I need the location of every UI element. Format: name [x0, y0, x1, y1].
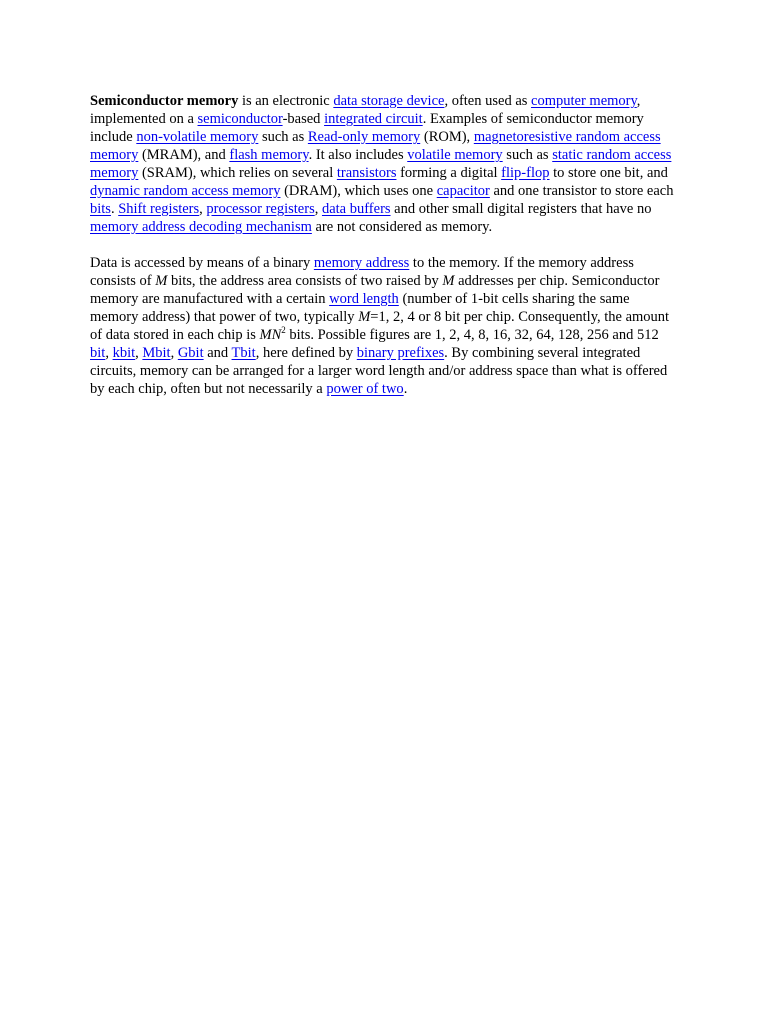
article-body — [90, 92, 678, 416]
link-memory-address[interactable]: memory address — [313, 255, 410, 271]
italic-variable: M — [358, 309, 371, 325]
text-run: -based — [282, 111, 325, 127]
text-run: , — [199, 201, 207, 217]
text-run: . Examples of semiconductor memory include — [90, 111, 644, 145]
text-run: . By combining several integrated circuits, memory can be arranged for a larger word length and/or address space than what is offered by each chip, often but not necessarily a — [90, 345, 668, 397]
link-mbit[interactable]: Mbit — [142, 345, 171, 361]
text-run: to store one bit, and — [549, 165, 668, 181]
link-bit[interactable]: bit — [90, 345, 106, 361]
link-dynamic-ram[interactable]: dynamic random access memory — [90, 183, 281, 199]
text-run: are not considered as memory. — [311, 219, 493, 235]
text-run: and one transistor to store each — [489, 183, 674, 199]
text-run: Data is accessed by means of a binary — [90, 255, 314, 271]
link-word-length[interactable]: word length — [329, 291, 399, 307]
italic-variable: M — [155, 273, 168, 289]
link-data-storage-device[interactable]: data storage device — [333, 93, 445, 109]
text-run: forming a digital — [396, 165, 502, 181]
text-run: . It also includes — [308, 147, 408, 163]
text-run: bits. Possible figures are 1, 2, 4, 8, 16, 32, 64, 128, 256 and 512 — [285, 327, 659, 343]
link-flip-flop[interactable]: flip-flop — [501, 165, 550, 181]
link-non-volatile-memory[interactable]: non-volatile memory — [136, 129, 259, 145]
text-run: , often used as — [444, 93, 532, 109]
text-run: (MRAM), and — [138, 147, 230, 163]
text-run: to the memory. If the memory address consists of — [90, 255, 634, 289]
italic-variable: MN — [259, 327, 282, 343]
text-run: , implemented on a — [90, 93, 641, 127]
link-magnetoresistive-ram[interactable]: magnetoresistive random access memory — [90, 129, 661, 163]
link-static-ram[interactable]: static random access memory — [90, 147, 672, 181]
text-run: and — [203, 345, 232, 361]
text-run: (SRAM), which relies on several — [138, 165, 337, 181]
text-run: . — [110, 201, 119, 217]
text-run: bits, the address area consists of two raised by — [167, 273, 443, 289]
link-kbit[interactable]: kbit — [112, 345, 136, 361]
text-run: , — [170, 345, 178, 361]
link-semiconductor[interactable]: semiconductor — [197, 111, 283, 127]
link-processor-registers[interactable]: processor registers — [206, 201, 315, 217]
text-run: is an electronic — [238, 93, 334, 109]
link-computer-memory[interactable]: computer memory — [531, 93, 637, 109]
link-binary-prefixes[interactable]: binary prefixes — [356, 345, 445, 361]
link-memory-address-decoding-mechanism[interactable]: memory address decoding mechanism — [90, 219, 312, 235]
link-integrated-circuit[interactable]: integrated circuit — [324, 111, 423, 127]
text-run: such as — [502, 147, 553, 163]
link-bits[interactable]: bits — [90, 201, 111, 217]
text-run: and other small digital registers that have no — [390, 201, 652, 217]
link-gbit[interactable]: Gbit — [177, 345, 204, 361]
text-run: (DRAM), which uses one — [280, 183, 437, 199]
text-run: =1, 2, 4 or 8 bit per chip. Consequently, the amount of data stored in each chip is — [90, 309, 670, 343]
link-flash-memory[interactable]: flash memory — [229, 147, 309, 163]
text-run: , — [135, 345, 143, 361]
link-shift-registers[interactable]: Shift registers — [118, 201, 200, 217]
text-run: addresses per chip. Semiconductor memory are manufactured with a certain — [90, 273, 660, 307]
italic-variable: M — [442, 273, 455, 289]
text-run: such as — [258, 129, 308, 145]
link-read-only-memory[interactable]: Read-only memory — [307, 129, 421, 145]
link-transistors[interactable]: transistors — [336, 165, 397, 181]
text-run: , — [314, 201, 322, 217]
text-run: (number of 1-bit cells sharing the same memory address) that power of two, typically — [90, 291, 630, 325]
link-power-of-two[interactable]: power of two — [326, 381, 404, 397]
paragraph-addressing — [90, 254, 678, 398]
text-run: , here defined by — [255, 345, 357, 361]
link-capacitor[interactable]: capacitor — [436, 183, 490, 199]
superscript: 2 — [281, 325, 286, 336]
text-run: , — [105, 345, 113, 361]
link-data-buffers[interactable]: data buffers — [321, 201, 391, 217]
paragraph-intro — [90, 92, 678, 236]
text-run: (ROM), — [420, 129, 474, 145]
link-volatile-memory[interactable]: volatile memory — [407, 147, 503, 163]
link-tbit[interactable]: Tbit — [231, 345, 256, 361]
text-run: . — [403, 381, 408, 397]
bold-term: Semiconductor memory — [90, 93, 239, 109]
